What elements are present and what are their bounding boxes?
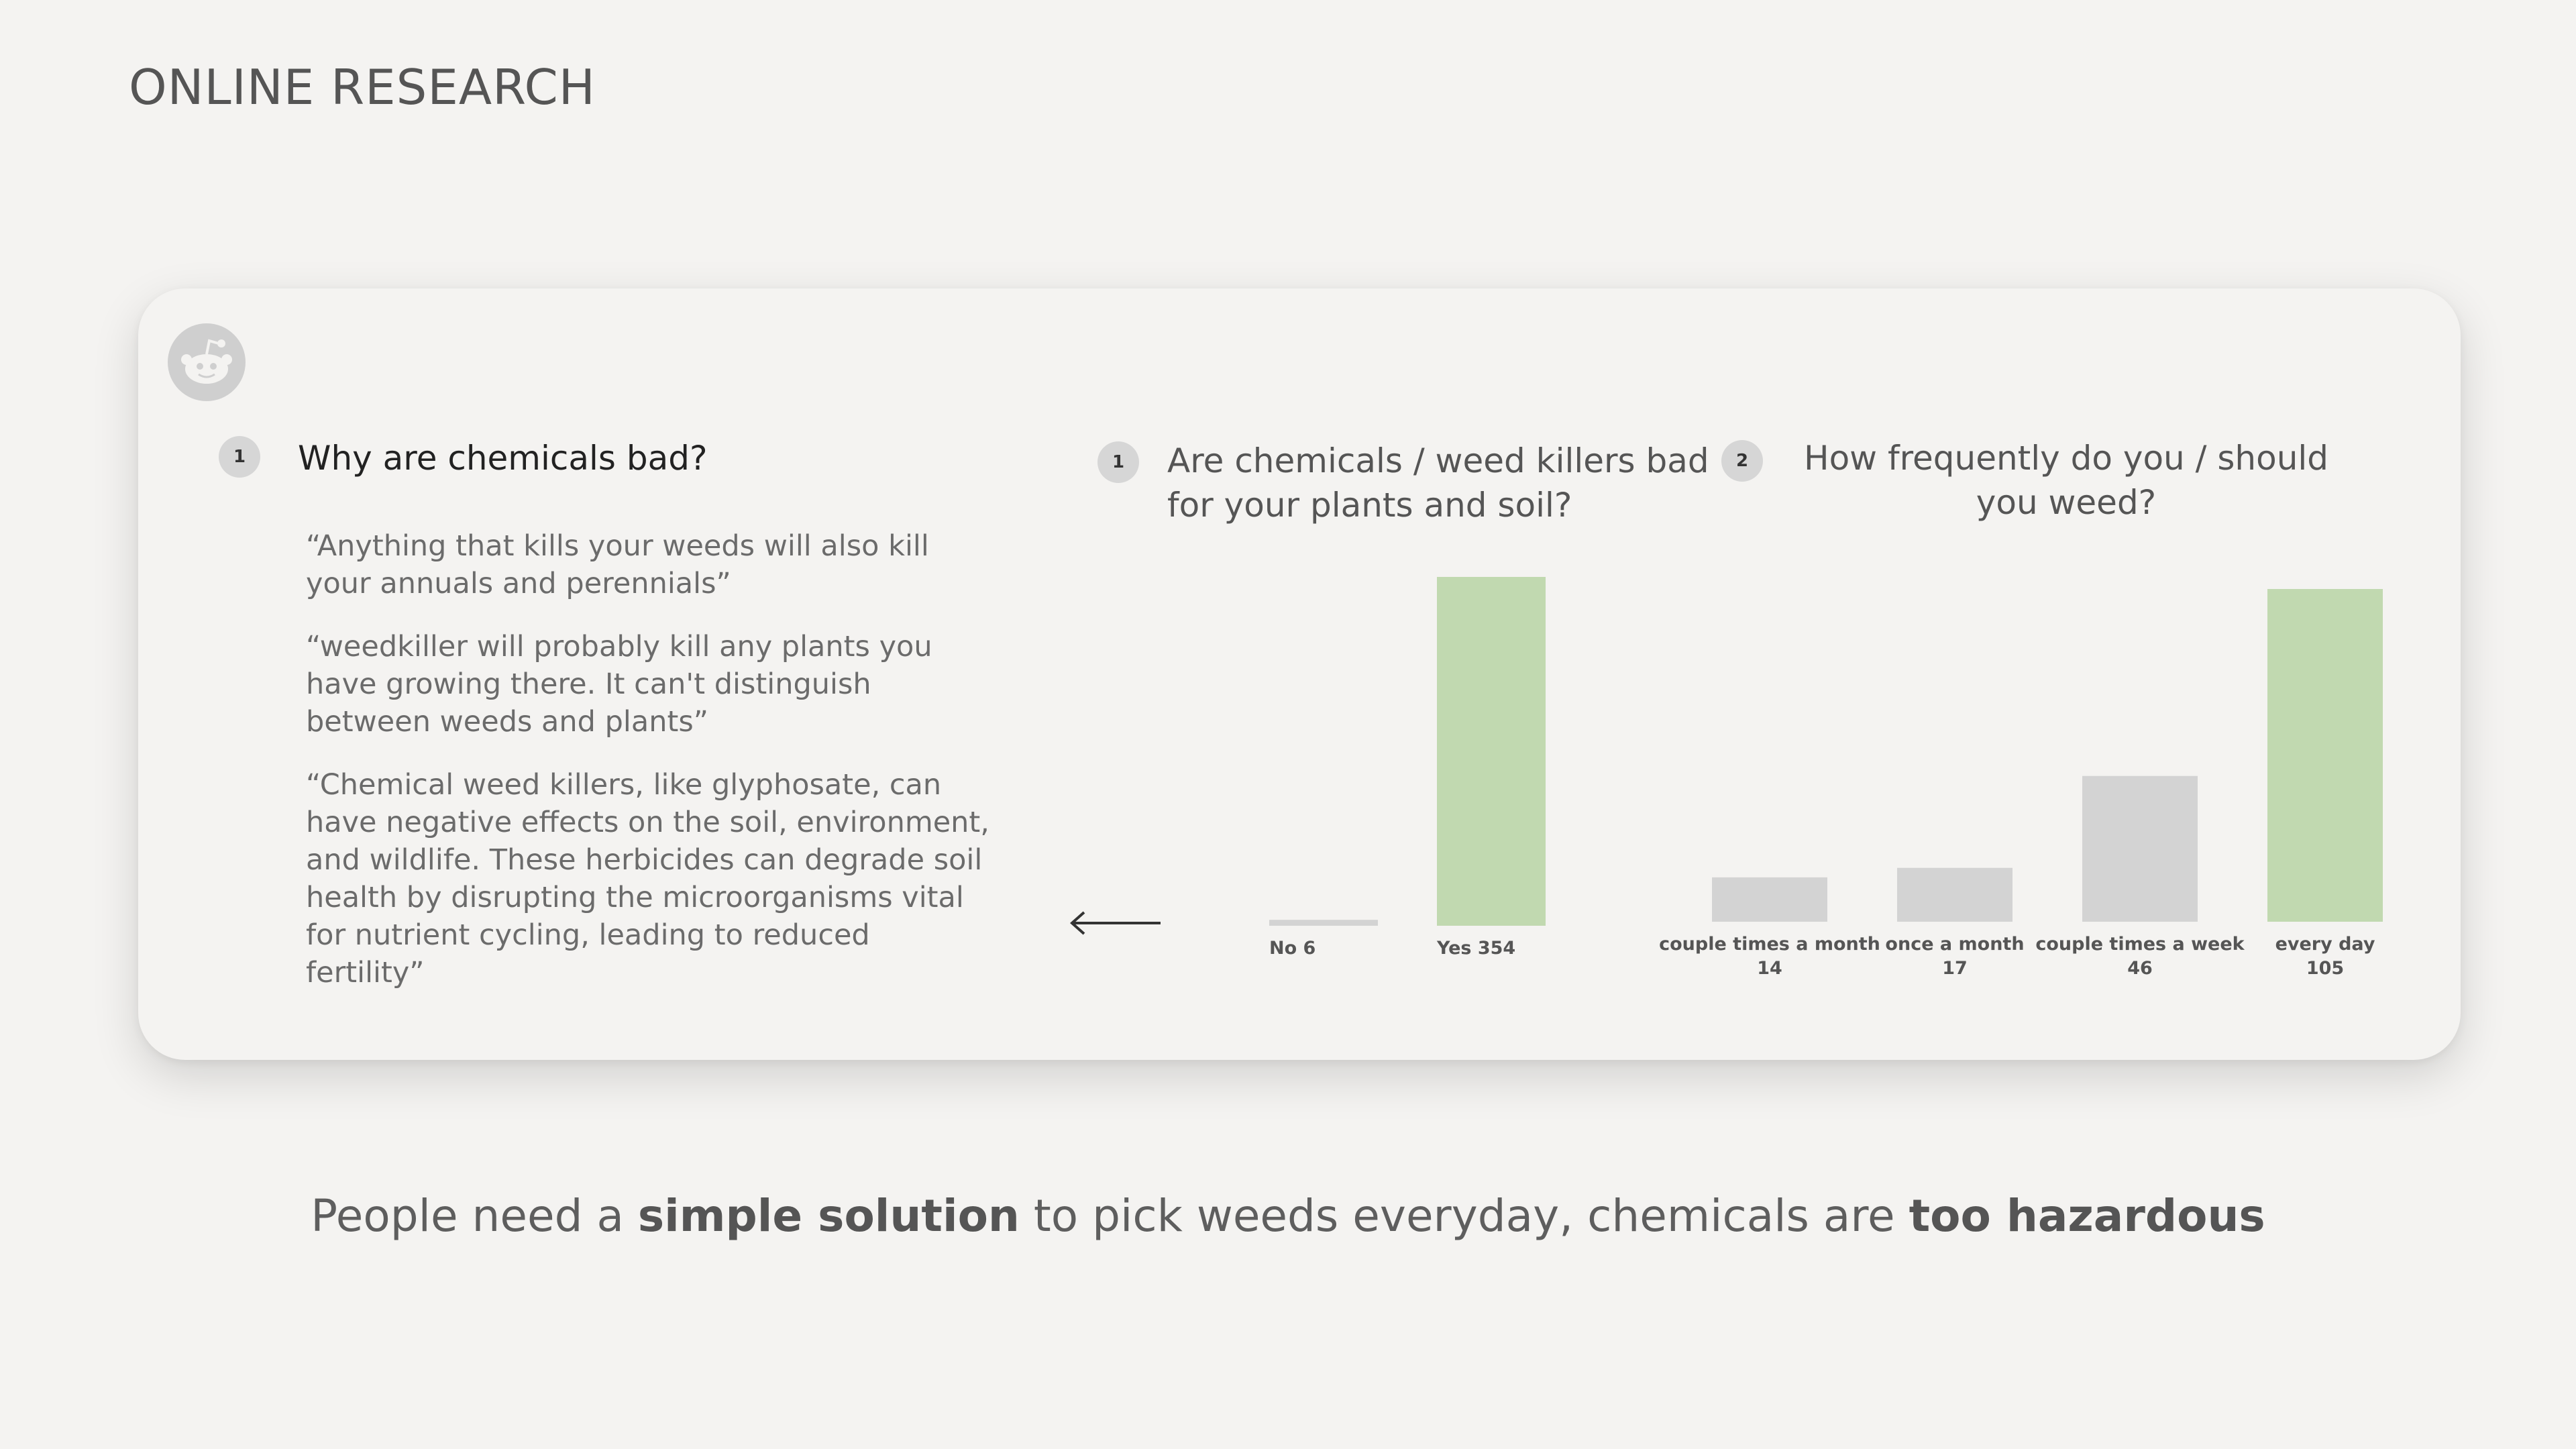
quote-2: “weedkiller will probably kill any plants you have growing there. It can't distinguish between weeds and plants” <box>306 630 932 739</box>
bar-couple-times-a-week <box>2082 776 2198 922</box>
conclusion-statement <box>0 1190 2576 1242</box>
chart-2-title: How frequently do you / should you weed? <box>1803 439 2329 522</box>
bar-label: couple times a week <box>2035 934 2245 955</box>
section-heading: Why are chemicals bad? <box>298 439 708 478</box>
chart-1-bar-chart <box>1248 570 1570 973</box>
bar-every-day <box>2267 589 2383 922</box>
bar-label: 46 <box>2127 958 2153 979</box>
page-title: ONLINE RESEARCH <box>129 59 596 115</box>
arrow-left-icon <box>1068 910 1162 936</box>
bar-label: every day <box>2275 934 2375 955</box>
chart-2-number-badge: 2 <box>1721 440 1763 482</box>
bar-label: Yes 354 <box>1437 938 1516 959</box>
bar-label: 105 <box>2306 958 2345 979</box>
bar-label: once a month <box>1885 934 2025 955</box>
bar-label: 17 <box>1942 958 1968 979</box>
conclusion-emphasis: too hazardous <box>1909 1190 2265 1242</box>
conclusion-emphasis: simple solution <box>637 1190 1020 1242</box>
bar-label: 14 <box>1757 958 1782 979</box>
bar-label: No 6 <box>1269 938 1316 959</box>
bar-yes <box>1437 577 1546 926</box>
chart-2-bar-chart <box>1659 577 2402 993</box>
bar-label: couple times a month <box>1659 934 1880 955</box>
bar-couple-times-a-month <box>1712 877 1827 922</box>
chart-1-number-badge: 1 <box>1097 441 1139 483</box>
conclusion-text: to pick weeds everyday, chemicals are <box>1019 1190 1909 1242</box>
section-number-badge: 1 <box>219 436 260 478</box>
quote-3: “Chemical weed killers, like glyphosate, can have negative effects on the soil, environment, and wildlife. These herbicides can degrade soil health by disrupting the microorganisms vital for nutrient cycling, leading to reduced fertility” <box>306 768 989 989</box>
chart-1-title: Are chemicals / weed killers bad for your plants and soil? <box>1167 441 1709 525</box>
conclusion-text: People need a <box>311 1190 638 1242</box>
reddit-alien-icon <box>168 323 246 401</box>
quote-1: “Anything that kills your weeds will also kill your annuals and perennials” <box>306 529 929 600</box>
bar-once-a-month <box>1897 868 2012 922</box>
bar-no <box>1269 920 1378 926</box>
